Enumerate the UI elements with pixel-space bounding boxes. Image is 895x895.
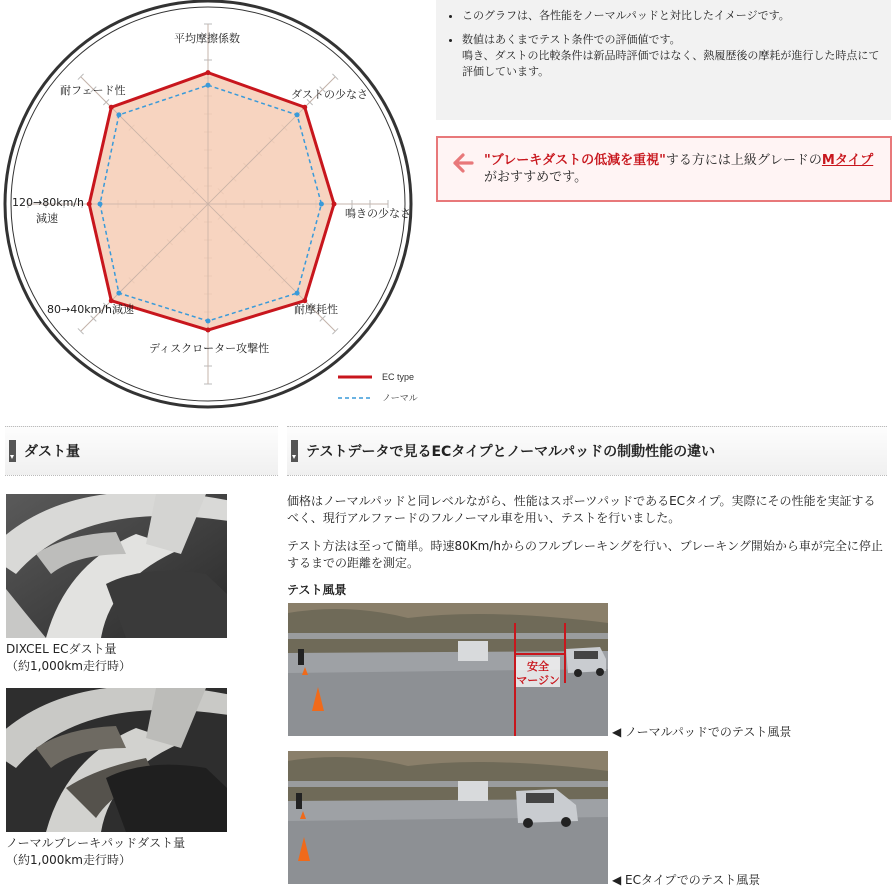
radar-point	[98, 202, 103, 207]
radar-point	[332, 202, 337, 207]
recommendation-text	[484, 152, 879, 186]
test-scene-heading: テスト風景	[287, 583, 347, 597]
ec-type-test-photo	[288, 751, 608, 884]
recommendation-end: がおすすめです。	[484, 170, 588, 185]
normal-dust-photo	[6, 688, 227, 832]
dust-section-header	[5, 426, 278, 476]
radar-point	[206, 328, 211, 333]
normal-pad-test-caption: ◀ ノーマルパッドでのテスト風景	[612, 725, 792, 739]
radar-point	[116, 291, 121, 296]
radar-point	[116, 112, 121, 117]
radar-point	[87, 202, 92, 207]
section-marker-icon	[291, 440, 298, 462]
note-item: • 数値はあくまでテスト条件での評価値です。 鳴き、ダストの比較条件は新品時評価ではなく、熱履歴後の摩耗が進行した時点にて評価しています。	[462, 32, 881, 80]
radar-point	[206, 70, 211, 75]
safety-margin-label: 安全	[527, 661, 549, 673]
radar-axis-label: 鳴きの少なさ	[345, 207, 411, 220]
radar-point	[295, 112, 300, 117]
radar-point	[295, 291, 300, 296]
ec-dust-photo	[6, 494, 227, 638]
radar-axis-label: ディスクローター攻撃性	[149, 342, 270, 355]
radar-axis-label: 減速	[36, 212, 58, 225]
radar-point	[206, 319, 211, 324]
radar-point	[206, 83, 211, 88]
normal-pad-test-photo	[288, 603, 608, 736]
note-item: • このグラフは、各性能をノーマルパッドと対比したイメージです。	[462, 8, 881, 24]
arrow-left-icon	[452, 152, 474, 174]
ec-type-test-caption: ◀ ECタイプでのテスト風景	[612, 873, 761, 887]
recommendation-mid: する方には上級グレードの	[665, 153, 822, 168]
dust-section-title: ダスト量	[24, 444, 80, 460]
radar-axis-label: 耐フェード性	[60, 84, 126, 97]
radar-axis-label: 耐摩耗性	[294, 303, 338, 316]
radar-axis-label: 120→80km/h	[12, 196, 84, 209]
radar-point	[109, 105, 114, 110]
recommendation-emphasis: "ブレーキダストの低減を重視"	[484, 153, 666, 168]
legend-label: EC type	[382, 372, 415, 382]
legend-label: ノーマル	[382, 393, 418, 403]
test-method-paragraph: テスト方法は至って簡単。時速80Km/hからのフルブレーキングを行い、ブレーキング開始から車が完全に停止するまでの距離を測定。	[287, 539, 883, 570]
test-section-title: テストデータで見るECタイプとノーマルパッドの制動性能の違い	[306, 444, 716, 460]
radar-axis-label: ダストの少なさ	[291, 88, 368, 101]
ec-dust-caption: DIXCEL ECダスト量 （約1,000km走行時）	[6, 642, 131, 673]
radar-axis-label: 平均摩擦係数	[174, 32, 240, 45]
safety-margin-label: マージン	[516, 675, 560, 687]
recommendation-box	[436, 136, 892, 202]
test-section-header	[287, 426, 887, 476]
test-intro-paragraph: 価格はノーマルパッドと同レベルながら、性能はスポーツパッドであるECタイプ。実際にその性能を実証するべく、現行アルファードのフルノーマル車を用い、テストを行いました。	[287, 494, 876, 525]
section-marker-icon	[9, 440, 16, 462]
radar-point	[302, 105, 307, 110]
m-type-link[interactable]: Mタイプ	[821, 153, 874, 168]
notes-box	[436, 0, 891, 120]
radar-axis-label: 80→40km/h減速	[47, 303, 134, 316]
radar-point	[319, 202, 324, 207]
normal-dust-caption: ノーマルブレーキパッドダスト量 （約1,000km走行時）	[6, 836, 186, 867]
